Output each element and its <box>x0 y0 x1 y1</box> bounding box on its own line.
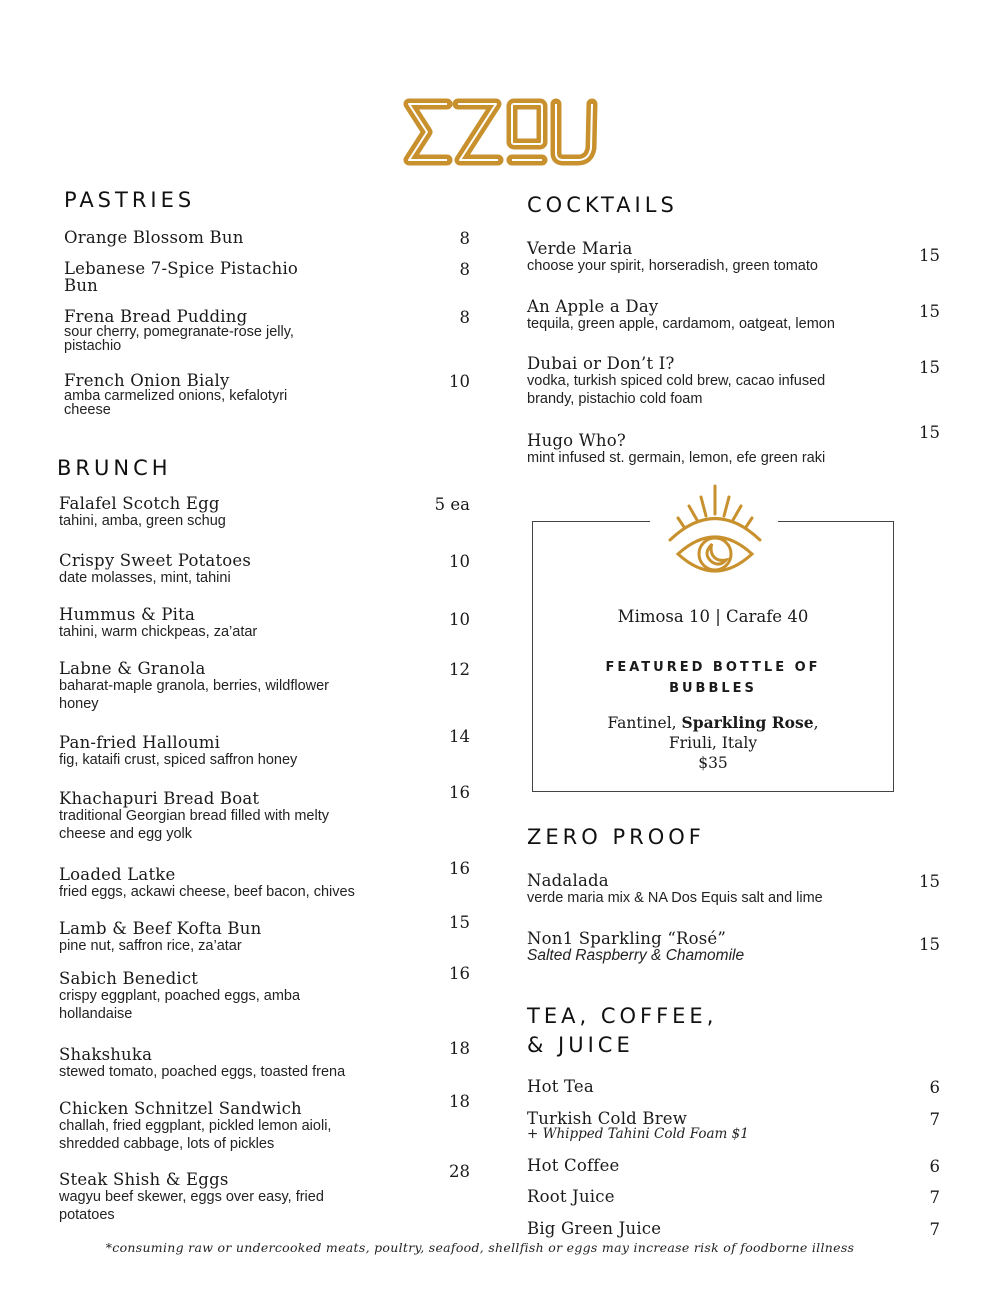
menu-item: Root Juice 7 <box>527 1187 940 1207</box>
section-title-zero-proof: ZERO PROOF <box>527 825 705 849</box>
menu-item: Lamb & Beef Kofta Bun pine nut, saffron rice, za’atar 15 <box>59 913 470 954</box>
menu-item: Pan-fried Halloumi fig, kataifi crust, spiced saffron honey 14 <box>59 727 470 768</box>
menu-item: Turkish Cold Brew + Whipped Tahini Cold Foam $1 7 <box>527 1109 940 1142</box>
menu-item: Orange Blossom Bun 8 <box>64 228 470 248</box>
section-title-pastries: PASTRIES <box>64 188 196 212</box>
menu-item: Labne & Granola baharat-maple granola, berries, wildflower honey 12 <box>59 659 470 712</box>
menu-item: Hot Tea 6 <box>527 1077 940 1097</box>
cocktails-list <box>527 240 940 480</box>
ezov-logo <box>402 98 598 166</box>
mimosa-pricing: Mimosa 10 | Carafe 40 <box>617 607 809 626</box>
menu-item: Crispy Sweet Potatoes date molasses, mint, tahini 10 <box>59 551 470 586</box>
menu-item: Chicken Schnitzel Sandwich challah, fried eggplant, pickled lemon aioli, shredded cabbage, lots of pickles 18 <box>59 1092 470 1152</box>
cocktails-section <box>527 193 678 217</box>
menu-item: Steak Shish & Eggs wagyu beef skewer, eggs over easy, fried potatoes 28 <box>59 1162 470 1223</box>
featured-wine: Fantinel, Sparkling Rose, Friuli, Italy $35 <box>532 713 894 773</box>
menu-item: Falafel Scotch Egg tahini, amba, green schug 5 ea <box>59 494 470 529</box>
section-title-tea-coffee: TEA, COFFEE, <box>527 1004 718 1028</box>
brunch-list <box>59 495 470 1235</box>
zero-proof-list <box>527 872 940 982</box>
menu-item: Hot Coffee 6 <box>527 1156 940 1176</box>
featured-bottle-title: FEATURED BOTTLE OF BUBBLES <box>605 660 821 696</box>
wine-name: Sparkling Rose <box>681 713 814 732</box>
pastries-list <box>64 229 470 429</box>
menu-item: Non1 Sparkling “Rosé” Salted Raspberry & Chamomile 15 <box>527 929 940 964</box>
section-title-cocktails: COCKTAILS <box>527 193 678 217</box>
pastries-section <box>64 188 470 212</box>
menu-item: Loaded Latke fried eggs, ackawi cheese, beef bacon, chives 16 <box>59 859 470 900</box>
menu-item: Lebanese 7-Spice Pistachio Bun 8 <box>64 259 470 295</box>
section-title-juice: & JUICE <box>527 1033 634 1057</box>
menu-item: Verde Maria choose your spirit, horseradish, green tomato 15 <box>527 239 940 274</box>
menu-item: Hummus & Pita tahini, warm chickpeas, za’atar 10 <box>59 605 470 640</box>
menu-item: Sabich Benedict crispy eggplant, poached eggs, amba hollandaise 16 <box>59 964 470 1022</box>
section-title-brunch: BRUNCH <box>57 456 172 480</box>
menu-item: Frena Bread Pudding sour cherry, pomegranate-rose jelly, pistachio 8 <box>64 307 470 354</box>
menu-item: Hugo Who? mint infused st. germain, lemon, efe green raki 15 <box>527 423 940 466</box>
tea-coffee-section <box>527 1002 717 1060</box>
tea-coffee-list <box>527 1078 940 1238</box>
food-safety-disclaimer: *consuming raw or undercooked meats, poultry, seafood, shellfish or eggs may increase risk of foodborne illness <box>105 1240 855 1255</box>
zero-proof-section <box>527 825 705 849</box>
menu-item: French Onion Bialy amba carmelized onions, kefalotyri cheese 10 <box>64 371 470 418</box>
menu-item: Nadalada verde maria mix & NA Dos Equis salt and lime 15 <box>527 871 940 906</box>
wine-price: $35 <box>698 754 728 772</box>
menu-item: Big Green Juice 7 <box>527 1219 940 1239</box>
menu-item: Shakshuka stewed tomato, poached eggs, toasted frena 18 <box>59 1039 470 1080</box>
brunch-section <box>57 456 172 480</box>
menu-item: Dubai or Don’t I? vodka, turkish spiced cold brew, cacao infused brandy, pistachio cold foam 15 <box>527 354 940 407</box>
menu-item: Khachapuri Bread Boat traditional Georgian bread filled with melty cheese and egg yolk 16 <box>59 783 470 842</box>
menu-item: An Apple a Day tequila, green apple, cardamom, oatgeat, lemon 15 <box>527 297 940 332</box>
evil-eye-icon <box>660 482 770 582</box>
